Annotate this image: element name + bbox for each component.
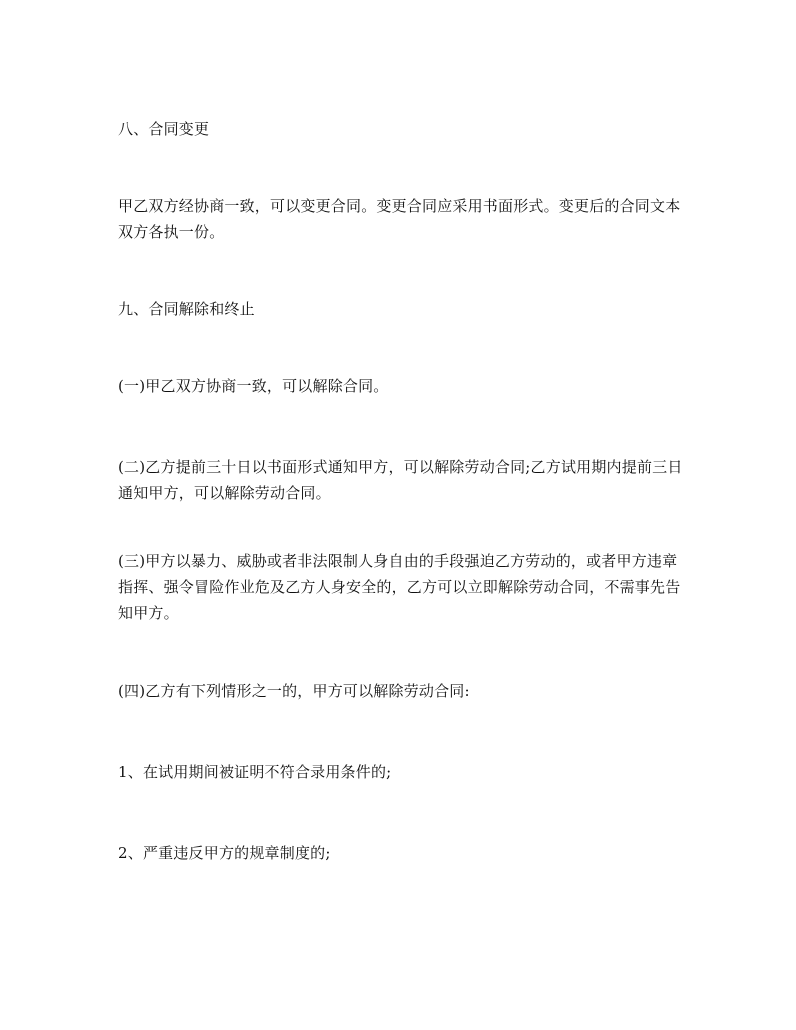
section-8-heading: 八、合同变更 <box>118 120 210 138</box>
clause-2: (二)乙方提前三十日以书面形式通知甲方，可以解除劳动合同;乙方试用期内提前三日通知甲方，可以解除劳动合同。 <box>118 458 683 502</box>
item-2: 2、严重违反甲方的规章制度的; <box>118 844 331 862</box>
section-9-heading: 九、合同解除和终止 <box>118 300 255 318</box>
section-8-body: 甲乙双方经协商一致，可以变更合同。变更合同应采用书面形式。变更后的合同文本双方各执一份。 <box>118 197 681 241</box>
item-1: 1、在试用期间被证明不符合录用条件的; <box>118 763 392 781</box>
clause-1: (一)甲乙双方协商一致，可以解除合同。 <box>118 377 389 395</box>
clause-3: (三)甲方以暴力、威胁或者非法限制人身自由的手段强迫乙方劳动的，或者甲方违章指挥、强令冒险作业危及乙方人身安全的，乙方可以立即解除劳动合同，不需事先告知甲方。 <box>118 552 681 622</box>
clause-4: (四)乙方有下列情形之一的，甲方可以解除劳动合同: <box>118 682 470 700</box>
